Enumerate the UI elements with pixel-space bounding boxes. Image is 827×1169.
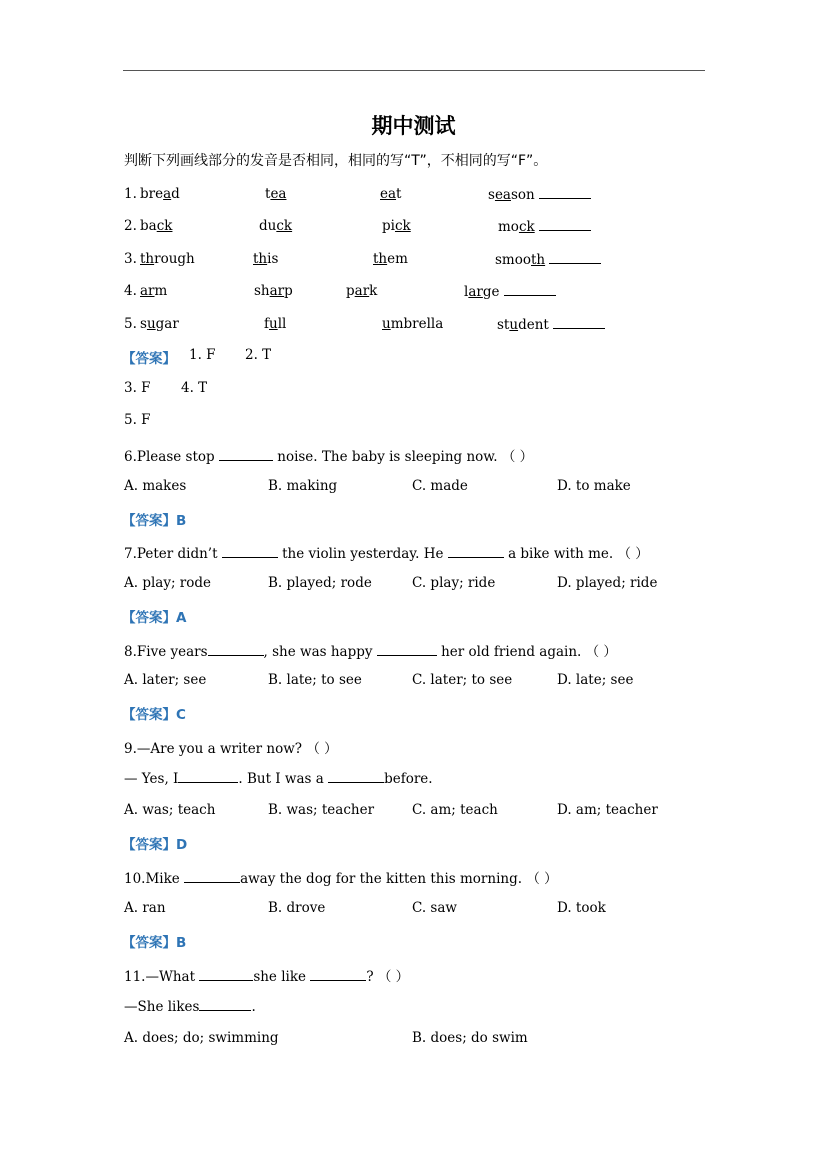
word-part: ge — [482, 284, 500, 300]
phonics-word — [346, 283, 377, 299]
answer-blank[interactable] — [199, 968, 253, 981]
stem-text: 11.—What — [124, 969, 200, 985]
underlined-letters: th — [531, 252, 546, 268]
phonics-word — [140, 316, 179, 332]
underlined-letters: u — [509, 317, 519, 333]
question-stem — [124, 640, 617, 660]
word-part: st — [497, 317, 510, 333]
option-b[interactable]: B. drove — [268, 900, 326, 916]
stem-text: 7.Peter didn’t — [124, 546, 222, 562]
answer-blank[interactable] — [184, 870, 240, 883]
word-part: t — [265, 186, 271, 202]
answer-label: 【答案】 — [122, 837, 176, 853]
answer-value: 3. F — [124, 380, 151, 396]
item-number: 4. — [124, 283, 137, 299]
answer-blank[interactable] — [539, 218, 591, 231]
word-part: t — [396, 186, 402, 202]
underlined-letters: th — [373, 251, 388, 267]
option-a[interactable]: A. ran — [124, 900, 166, 916]
answer-blank[interactable] — [553, 316, 605, 329]
answer-blank[interactable] — [208, 643, 264, 656]
phonics-word — [140, 251, 195, 267]
phonics-word — [253, 251, 278, 267]
option-d[interactable]: D. am; teacher — [557, 802, 658, 818]
answer-value: B — [176, 935, 187, 951]
word-part: smoo — [495, 252, 531, 268]
word-part: sh — [254, 283, 270, 299]
word-part: em — [387, 251, 408, 267]
underlined-letters: a — [163, 186, 172, 202]
word-part: bre — [140, 186, 164, 202]
answer-value: B — [176, 513, 187, 529]
phonics-word — [264, 316, 286, 332]
option-c[interactable]: C. am; teach — [412, 802, 498, 818]
underlined-letters: ar — [468, 284, 483, 300]
word-part: s — [488, 187, 495, 203]
answer-blank[interactable] — [504, 283, 556, 296]
question-stem — [124, 445, 533, 465]
item-number: 5. — [124, 316, 137, 332]
answer-blank[interactable] — [219, 448, 273, 461]
answer-label: 【答案】 — [122, 513, 176, 529]
phonics-word — [464, 283, 556, 300]
stem-text: 10.Mike — [124, 871, 185, 887]
answer-blank[interactable] — [310, 968, 366, 981]
word-part: p — [284, 283, 293, 299]
phonics-word — [259, 218, 292, 234]
option-a[interactable]: A. was; teach — [124, 802, 216, 818]
stem-text: away the dog for the kitten this morning. （ ） — [240, 871, 558, 887]
word-part: mbrella — [390, 316, 444, 332]
phonics-word — [498, 218, 591, 235]
stem-text: , she was happy — [263, 644, 377, 660]
word-part: d — [171, 186, 180, 202]
underlined-letters: ar — [140, 283, 155, 299]
word-part: gar — [155, 316, 179, 332]
stem-text: 6.Please stop — [124, 449, 219, 465]
answer-blank[interactable] — [199, 998, 251, 1011]
stem-text: her old friend again. （ ） — [436, 644, 617, 660]
word-part: dent — [518, 317, 549, 333]
phonics-word — [265, 186, 286, 202]
underlined-letters: ck — [518, 219, 535, 235]
word-part: l — [464, 284, 469, 300]
word-part: k — [369, 283, 378, 299]
instruction: 判断下列画线部分的发音是否相同，相同的写“T”，不相同的写“F”。 — [124, 153, 548, 169]
underlined-letters: th — [253, 251, 268, 267]
answer-blank[interactable] — [539, 186, 591, 199]
option-c[interactable]: C. saw — [412, 900, 457, 916]
answer-blank[interactable] — [549, 251, 601, 264]
underlined-letters: u — [382, 316, 391, 332]
item-number: 3. — [124, 251, 137, 267]
reply-text: — Yes, I — [124, 771, 179, 787]
question-stem — [124, 737, 338, 757]
option-c[interactable]: C. later; to see — [412, 672, 513, 688]
answer-row — [122, 833, 187, 853]
option-b[interactable]: B. was; teacher — [268, 802, 375, 818]
underlined-letters: ea — [270, 186, 287, 202]
underlined-letters: ar — [354, 283, 370, 299]
phonics-word — [254, 283, 293, 299]
word-part: f — [264, 316, 269, 332]
word-part: s — [140, 316, 147, 332]
underlined-letters: u — [146, 316, 156, 332]
answer-blank[interactable] — [448, 545, 504, 558]
option-a[interactable]: A. later; see — [124, 672, 207, 688]
question-stem — [124, 542, 649, 562]
stem-text: 8.Five years — [124, 644, 208, 660]
phonics-word — [373, 251, 408, 267]
stem-text: ? （ ） — [366, 969, 410, 985]
question-stem — [124, 965, 409, 985]
answer-row — [122, 931, 186, 951]
underlined-letters: ck — [276, 218, 293, 234]
option-d[interactable]: D. to make — [557, 478, 631, 494]
stem-text: she like — [253, 969, 311, 985]
underlined-letters: th — [140, 251, 155, 267]
answer-value: 4. T — [181, 380, 208, 396]
item-number: 1. — [124, 186, 137, 202]
answer-value: 2. T — [245, 347, 272, 363]
word-part: son — [510, 187, 535, 203]
phonics-word — [382, 316, 443, 332]
question-reply — [124, 998, 256, 1015]
reply-text: . But I was a — [238, 771, 329, 787]
answer-blank[interactable] — [328, 770, 384, 783]
answer-value: C — [176, 707, 186, 723]
underlined-letters: ar — [269, 283, 285, 299]
phonics-word — [497, 316, 605, 333]
question-stem — [124, 867, 558, 887]
option-b[interactable]: B. played; rode — [268, 575, 372, 591]
word-part: ll — [277, 316, 287, 332]
option-d[interactable]: D. played; ride — [557, 575, 658, 591]
reply-text: before. — [384, 771, 433, 787]
phonics-word — [140, 283, 167, 299]
option-d[interactable]: D. took — [557, 900, 606, 916]
option-b[interactable]: B. making — [268, 478, 338, 494]
stem-text: noise. The baby is sleeping now. （ ） — [272, 449, 534, 465]
phonics-word — [488, 186, 591, 203]
option-c[interactable]: C. made — [412, 478, 468, 494]
answer-row — [122, 509, 186, 529]
option-a[interactable]: A. does; do; swimming — [124, 1030, 279, 1046]
word-part: p — [346, 283, 355, 299]
reply-text: . — [251, 999, 256, 1015]
underlined-letters: u — [269, 316, 278, 332]
answer-row — [122, 703, 186, 723]
page-title: 期中测试 — [371, 114, 456, 138]
answer-blank[interactable] — [377, 643, 437, 656]
word-part: mo — [498, 219, 519, 235]
answer-label: 【答案】 — [122, 610, 176, 626]
answer-label: 【答案】 — [122, 707, 176, 723]
word-part: pi — [382, 218, 395, 234]
underlined-letters: ea — [380, 186, 397, 202]
phonics-word — [380, 186, 401, 202]
option-c[interactable]: C. play; ride — [412, 575, 496, 591]
answer-label: 【答案】 — [122, 351, 176, 367]
word-part: m — [154, 283, 168, 299]
answer-label: 【答案】 — [122, 935, 176, 951]
word-part: rough — [154, 251, 195, 267]
item-number: 2. — [124, 218, 137, 234]
answer-blank[interactable] — [178, 770, 238, 783]
word-part: is — [267, 251, 279, 267]
stem-text: the violin yesterday. He — [277, 546, 448, 562]
reply-text: —She likes — [124, 999, 200, 1015]
option-a[interactable]: A. play; rode — [124, 575, 212, 591]
question-reply — [124, 770, 433, 787]
stem-text: a bike with me. （ ） — [503, 546, 649, 562]
phonics-word — [140, 218, 172, 234]
option-a[interactable]: A. makes — [124, 478, 187, 494]
underlined-letters: ck — [394, 218, 411, 234]
underlined-letters: ck — [156, 218, 173, 234]
answer-blank[interactable] — [222, 545, 278, 558]
stem-text: 9.—Are you a writer now? （ ） — [124, 741, 338, 757]
option-b[interactable]: B. late; to see — [268, 672, 362, 688]
word-part: ba — [140, 218, 157, 234]
answer-value: D — [176, 837, 188, 853]
underlined-letters: ea — [494, 187, 511, 203]
phonics-word — [382, 218, 411, 234]
phonics-word — [140, 186, 180, 202]
option-d[interactable]: D. late; see — [557, 672, 634, 688]
answer-value: 5. F — [124, 412, 151, 428]
option-b[interactable]: B. does; do swim — [412, 1030, 528, 1046]
word-part: du — [259, 218, 277, 234]
answer-value: A — [176, 610, 187, 626]
phonics-word — [495, 251, 601, 268]
header-rule — [123, 70, 705, 71]
answer-value: 1. F — [189, 347, 216, 363]
answer-row — [122, 606, 186, 626]
